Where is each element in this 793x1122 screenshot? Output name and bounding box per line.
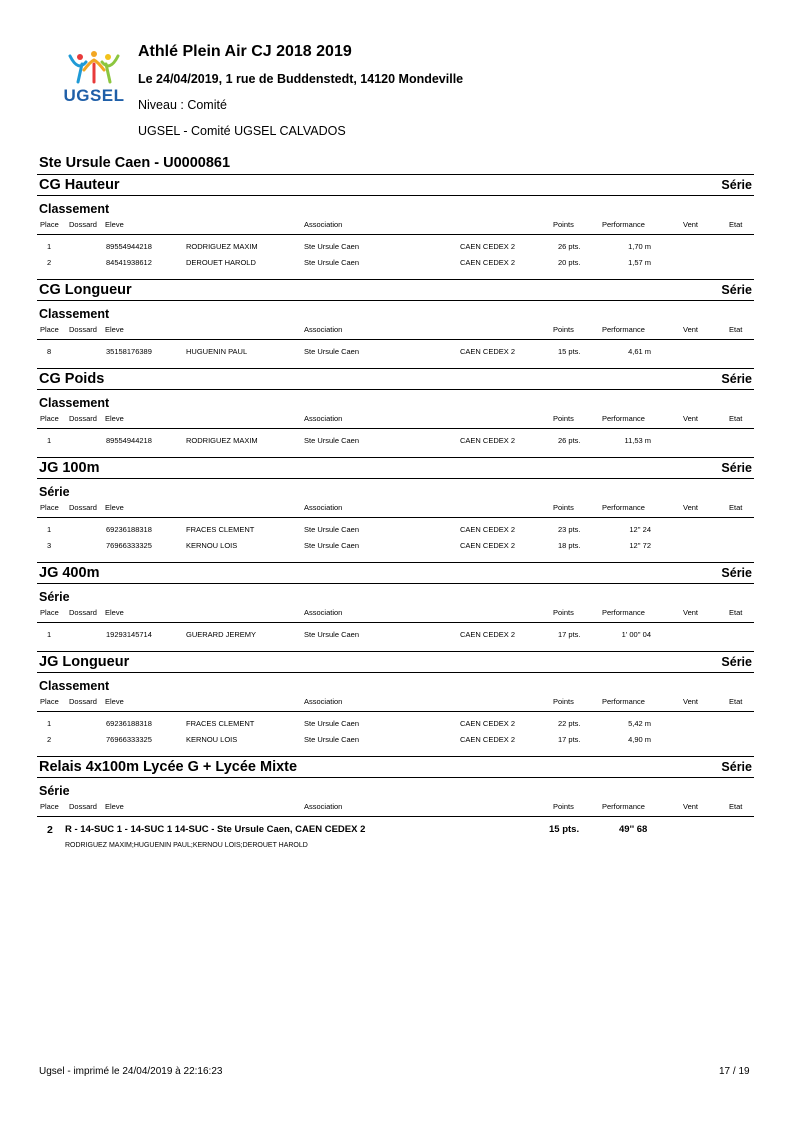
- col-eleve: Eleve: [105, 503, 124, 512]
- col-etat: Etat: [729, 325, 743, 334]
- col-place: Place: [40, 220, 59, 229]
- result-place: 3: [47, 541, 52, 550]
- event-header: [37, 651, 754, 673]
- result-points: 26 pts.: [558, 242, 581, 251]
- results-list: [37, 174, 754, 853]
- ugsel-logo: [60, 50, 128, 108]
- col-points: Points: [553, 802, 574, 811]
- col-performance: Performance: [602, 414, 645, 423]
- result-city: CAEN CEDEX 2: [460, 347, 516, 356]
- event-ranking-kind: Classement: [39, 396, 110, 410]
- event-rows: [37, 235, 754, 271]
- col-association: Association: [304, 220, 343, 229]
- result-city: CAEN CEDEX 2: [460, 541, 516, 550]
- relay-result-row: [37, 821, 754, 839]
- result-place: 1: [47, 719, 52, 728]
- result-row: [37, 522, 754, 538]
- result-points: 26 pts.: [558, 436, 581, 445]
- col-etat: Etat: [729, 220, 743, 229]
- event-block: [37, 368, 754, 449]
- col-place: Place: [40, 503, 59, 512]
- col-dossard: Dossard: [69, 608, 97, 617]
- event-type: Série: [721, 655, 752, 669]
- event-header: [37, 174, 754, 196]
- result-performance: 4,90 m: [628, 735, 651, 744]
- competition-organizer: UGSEL - Comité UGSEL CALVADOS: [138, 124, 346, 138]
- result-dossard: 84541938612: [106, 258, 152, 267]
- col-dossard: Dossard: [69, 697, 97, 706]
- result-performance: 5,42 m: [628, 719, 651, 728]
- result-dossard: 69236188318: [106, 525, 152, 534]
- competition-date-location: Le 24/04/2019, 1 rue de Buddenstedt, 14120 Mondeville: [138, 72, 464, 86]
- result-place: 1: [47, 242, 52, 251]
- relay-performance: 49'' 68: [619, 824, 648, 835]
- result-dossard: 19293145714: [106, 630, 152, 639]
- result-city: CAEN CEDEX 2: [460, 719, 516, 728]
- result-performance: 12'' 72: [629, 541, 651, 550]
- col-eleve: Eleve: [105, 697, 124, 706]
- result-place: 2: [47, 258, 52, 267]
- column-headers: [37, 321, 754, 340]
- event-name: CG Poids: [39, 371, 105, 387]
- col-association: Association: [304, 414, 343, 423]
- col-vent: Vent: [683, 414, 699, 423]
- col-dossard: Dossard: [69, 414, 97, 423]
- result-row: [37, 239, 754, 255]
- event-block: [37, 651, 754, 748]
- result-row: [37, 344, 754, 360]
- result-association: Ste Ursule Caen: [304, 525, 360, 534]
- col-performance: Performance: [602, 220, 645, 229]
- event-rows: [37, 518, 754, 554]
- col-vent: Vent: [683, 325, 699, 334]
- event-header: [37, 756, 754, 778]
- result-athlete: RODRIGUEZ MAXIM: [186, 242, 258, 251]
- result-place: 1: [47, 525, 52, 534]
- col-place: Place: [40, 608, 59, 617]
- col-place: Place: [40, 414, 59, 423]
- event-block: [37, 562, 754, 643]
- result-row: [37, 716, 754, 732]
- col-eleve: Eleve: [105, 802, 124, 811]
- result-association: Ste Ursule Caen: [304, 242, 360, 251]
- event-block: [37, 174, 754, 271]
- result-row: [37, 627, 754, 643]
- col-place: Place: [40, 802, 59, 811]
- event-name: CG Hauteur: [39, 177, 120, 193]
- result-performance: 4,61 m: [628, 347, 651, 356]
- competition-title: Athlé Plein Air CJ 2018 2019: [138, 43, 352, 60]
- result-dossard: 76966333325: [106, 541, 152, 550]
- column-headers: [37, 798, 754, 817]
- print-info: Ugsel - imprimé le 24/04/2019 à 22:16:23: [39, 1066, 223, 1077]
- event-type: Série: [721, 461, 752, 475]
- result-city: CAEN CEDEX 2: [460, 525, 516, 534]
- result-association: Ste Ursule Caen: [304, 347, 360, 356]
- event-ranking-kind: Série: [39, 784, 70, 798]
- result-points: 15 pts.: [558, 347, 581, 356]
- column-headers: [37, 499, 754, 518]
- col-place: Place: [40, 697, 59, 706]
- result-city: CAEN CEDEX 2: [460, 242, 516, 251]
- col-performance: Performance: [602, 802, 645, 811]
- col-dossard: Dossard: [69, 220, 97, 229]
- event-type: Série: [721, 178, 752, 192]
- competition-level: Niveau : Comité: [138, 98, 227, 112]
- col-etat: Etat: [729, 414, 743, 423]
- result-place: 1: [47, 630, 52, 639]
- col-etat: Etat: [729, 802, 743, 811]
- event-ranking-kind: Série: [39, 485, 70, 499]
- col-vent: Vent: [683, 697, 699, 706]
- col-points: Points: [553, 697, 574, 706]
- col-performance: Performance: [602, 697, 645, 706]
- event-name: CG Longueur: [39, 282, 132, 298]
- col-vent: Vent: [683, 608, 699, 617]
- column-headers: [37, 410, 754, 429]
- event-block: [37, 279, 754, 360]
- event-type: Série: [721, 566, 752, 580]
- result-association: Ste Ursule Caen: [304, 735, 360, 744]
- col-dossard: Dossard: [69, 503, 97, 512]
- event-name: JG 100m: [39, 460, 100, 476]
- result-place: 1: [47, 436, 52, 445]
- result-performance: 1' 00'' 04: [621, 630, 651, 639]
- event-block: [37, 457, 754, 554]
- col-association: Association: [304, 697, 343, 706]
- result-performance: 1,70 m: [628, 242, 651, 251]
- col-eleve: Eleve: [105, 325, 124, 334]
- event-type: Série: [721, 283, 752, 297]
- col-eleve: Eleve: [105, 220, 124, 229]
- result-dossard: 69236188318: [106, 719, 152, 728]
- col-etat: Etat: [729, 608, 743, 617]
- event-header: [37, 457, 754, 479]
- result-association: Ste Ursule Caen: [304, 630, 360, 639]
- event-name: JG Longueur: [39, 654, 130, 670]
- col-association: Association: [304, 503, 343, 512]
- result-row: [37, 433, 754, 449]
- relay-team: R - 14-SUC 1 - 14-SUC 1 14-SUC - Ste Ursule Caen, CAEN CEDEX 2: [65, 824, 366, 835]
- result-points: 20 pts.: [558, 258, 581, 267]
- event-ranking-kind: Classement: [39, 307, 110, 321]
- event-ranking-kind: Série: [39, 590, 70, 604]
- result-points: 22 pts.: [558, 719, 581, 728]
- result-performance: 1,57 m: [628, 258, 651, 267]
- col-vent: Vent: [683, 802, 699, 811]
- event-type: Série: [721, 760, 752, 774]
- col-performance: Performance: [602, 608, 645, 617]
- result-association: Ste Ursule Caen: [304, 436, 360, 445]
- event-header: [37, 368, 754, 390]
- relay-members: RODRIGUEZ MAXIM;HUGUENIN PAUL;KERNOU LOIS;DEROUET HAROLD: [65, 842, 308, 849]
- logo-text: UGSEL: [63, 86, 125, 105]
- result-athlete: HUGUENIN PAUL: [186, 347, 248, 356]
- event-name: JG 400m: [39, 565, 100, 581]
- col-association: Association: [304, 608, 343, 617]
- col-place: Place: [40, 325, 59, 334]
- result-points: 18 pts.: [558, 541, 581, 550]
- col-points: Points: [553, 220, 574, 229]
- event-ranking-kind: Classement: [39, 679, 110, 693]
- result-points: 17 pts.: [558, 735, 581, 744]
- result-points: 23 pts.: [558, 525, 581, 534]
- column-headers: [37, 693, 754, 712]
- result-performance: 11,53 m: [624, 436, 651, 445]
- result-association: Ste Ursule Caen: [304, 541, 360, 550]
- result-city: CAEN CEDEX 2: [460, 258, 516, 267]
- col-performance: Performance: [602, 325, 645, 334]
- event-type: Série: [721, 372, 752, 386]
- page-header: [0, 0, 793, 150]
- event-name: Relais 4x100m Lycée G + Lycée Mixte: [39, 759, 298, 775]
- col-etat: Etat: [729, 697, 743, 706]
- event-rows: [37, 340, 754, 360]
- result-dossard: 35158176389: [106, 347, 152, 356]
- result-points: 17 pts.: [558, 630, 581, 639]
- result-dossard: 76966333325: [106, 735, 152, 744]
- relay-place: 2: [47, 824, 53, 836]
- col-points: Points: [553, 325, 574, 334]
- athletes-logo-icon: [60, 50, 128, 86]
- result-place: 2: [47, 735, 52, 744]
- result-athlete: DEROUET HAROLD: [186, 258, 256, 267]
- col-eleve: Eleve: [105, 414, 124, 423]
- relay-block: [37, 756, 754, 853]
- result-row: [37, 255, 754, 271]
- result-city: CAEN CEDEX 2: [460, 436, 516, 445]
- event-rows: [37, 712, 754, 748]
- col-association: Association: [304, 802, 343, 811]
- column-headers: [37, 604, 754, 623]
- result-athlete: KERNOU LOIS: [186, 735, 238, 744]
- column-headers: [37, 216, 754, 235]
- col-vent: Vent: [683, 503, 699, 512]
- col-dossard: Dossard: [69, 802, 97, 811]
- result-athlete: GUERARD JEREMY: [186, 630, 257, 639]
- col-performance: Performance: [602, 503, 645, 512]
- page-number: 17 / 19: [719, 1066, 750, 1077]
- col-eleve: Eleve: [105, 608, 124, 617]
- event-rows: [37, 623, 754, 643]
- result-association: Ste Ursule Caen: [304, 258, 360, 267]
- result-athlete: FRACES CLEMENT: [186, 719, 255, 728]
- event-header: [37, 562, 754, 584]
- result-dossard: 89554944218: [106, 436, 152, 445]
- result-row: [37, 732, 754, 748]
- result-athlete: FRACES CLEMENT: [186, 525, 255, 534]
- event-rows: [37, 429, 754, 449]
- result-athlete: RODRIGUEZ MAXIM: [186, 436, 258, 445]
- event-header: [37, 279, 754, 301]
- relay-points: 15 pts.: [549, 824, 580, 835]
- result-association: Ste Ursule Caen: [304, 719, 360, 728]
- col-points: Points: [553, 503, 574, 512]
- col-association: Association: [304, 325, 343, 334]
- event-ranking-kind: Classement: [39, 202, 110, 216]
- result-row: [37, 538, 754, 554]
- result-dossard: 89554944218: [106, 242, 152, 251]
- result-athlete: KERNOU LOIS: [186, 541, 238, 550]
- result-city: CAEN CEDEX 2: [460, 630, 516, 639]
- club-title: Ste Ursule Caen - U0000861: [39, 155, 231, 171]
- col-etat: Etat: [729, 503, 743, 512]
- col-dossard: Dossard: [69, 325, 97, 334]
- col-vent: Vent: [683, 220, 699, 229]
- result-city: CAEN CEDEX 2: [460, 735, 516, 744]
- result-performance: 12'' 24: [629, 525, 651, 534]
- col-points: Points: [553, 414, 574, 423]
- result-place: 8: [47, 347, 52, 356]
- col-points: Points: [553, 608, 574, 617]
